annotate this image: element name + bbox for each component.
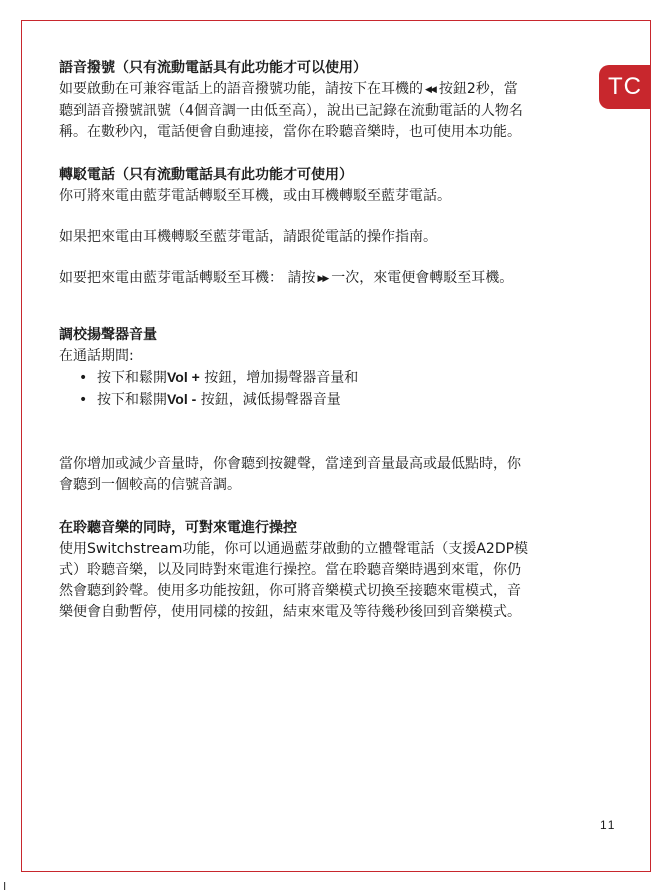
volume-bullet-2-text-a: 按下和鬆開	[97, 392, 167, 408]
voice-dial-line-2: 聽到語音撥號訊號（4個音調一由低至高），說出已記錄在流動電話的人物名	[59, 103, 523, 119]
volume-heading: 調校揚聲器音量	[59, 327, 157, 343]
voice-dial-line-1a: 如要啟動在可兼容電話上的語音撥號功能，請按下在耳機的	[59, 81, 423, 97]
music-line-4: 樂便會自動暫停，使用同樣的按鈕，結束來電及等待幾秒後回到音樂模式。	[59, 604, 521, 620]
voice-dial-line-3: 稱。在數秒內，電話便會自動連接，當你在聆聽音樂時，也可使用本功能。	[59, 124, 521, 140]
transfer-paragraph-3	[59, 268, 589, 290]
language-tab	[599, 65, 651, 109]
bullet-icon: •	[79, 370, 88, 386]
language-tab-label: TC	[608, 73, 642, 100]
voice-dial-heading: 語音撥號（只有流動電話具有此功能才可以使用）	[59, 60, 367, 76]
section-transfer	[59, 165, 589, 290]
vol-minus-label: Vol -	[167, 391, 197, 407]
volume-bullet-list	[59, 367, 589, 411]
music-line-1: 使用Switchstream功能，你可以通過藍芽啟動的立體聲電話（支援A2DP模	[59, 541, 529, 557]
volume-bullet-1-text-a: 按下和鬆開	[97, 370, 167, 386]
transfer-heading: 轉駁電話（只有流動電話具有此功能才可使用）	[59, 167, 353, 183]
vol-plus-label: Vol +	[167, 369, 200, 385]
music-line-3: 然會聽到鈴聲。使用多功能按鈕，你可將音樂模式切換至接聽來電模式，音	[59, 583, 521, 599]
voice-dial-line-1b: 按鈕2秒，當	[438, 81, 518, 97]
manual-content	[59, 58, 589, 623]
section-voice-dial	[59, 58, 589, 143]
volume-bullet-decrease	[79, 389, 589, 411]
section-volume	[59, 325, 589, 496]
volume-bullet-1-text-b: 按鈕，增加揚聲器音量和	[204, 370, 359, 386]
music-heading: 在聆聽音樂的同時，可對來電進行操控	[59, 520, 297, 536]
transfer-paragraph-3a: 如要把來電由藍芽電話轉駁至耳機： 請按	[59, 270, 316, 286]
transfer-paragraph-2: 如果把來電由耳機轉駁至藍芽電話，請跟從電話的操作指南。	[59, 229, 437, 245]
voice-dial-line-1	[59, 79, 589, 101]
rewind-icon: ◀◀	[425, 85, 435, 95]
volume-bullet-increase	[79, 367, 589, 389]
transfer-paragraph-3b: 一次，來電便會轉駁至耳機。	[331, 270, 514, 286]
volume-bullet-2-text-b: 按鈕，減低揚聲器音量	[200, 392, 341, 408]
transfer-paragraph-1: 你可將來電由藍芽電話轉駁至耳機，或由耳機轉駁至藍芽電話。	[59, 188, 451, 204]
section-music-calls	[59, 518, 589, 623]
fast-forward-icon: ▶▶	[317, 274, 328, 284]
bullet-icon: •	[79, 392, 88, 408]
volume-note-line-2: 會聽到一個較高的信號音調。	[59, 477, 241, 493]
volume-note-line-1: 當你增加或減少音量時，你會聽到按鍵聲，當達到音量最高或最低點時，你	[59, 456, 521, 472]
corner-mark: I	[3, 880, 7, 893]
page-number: 11	[600, 818, 617, 832]
music-line-2: 式）聆聽音樂，以及同時對來電進行操控。當在聆聽音樂時遇到來電，你仍	[59, 562, 521, 578]
volume-intro: 在通話期間:	[59, 348, 134, 364]
